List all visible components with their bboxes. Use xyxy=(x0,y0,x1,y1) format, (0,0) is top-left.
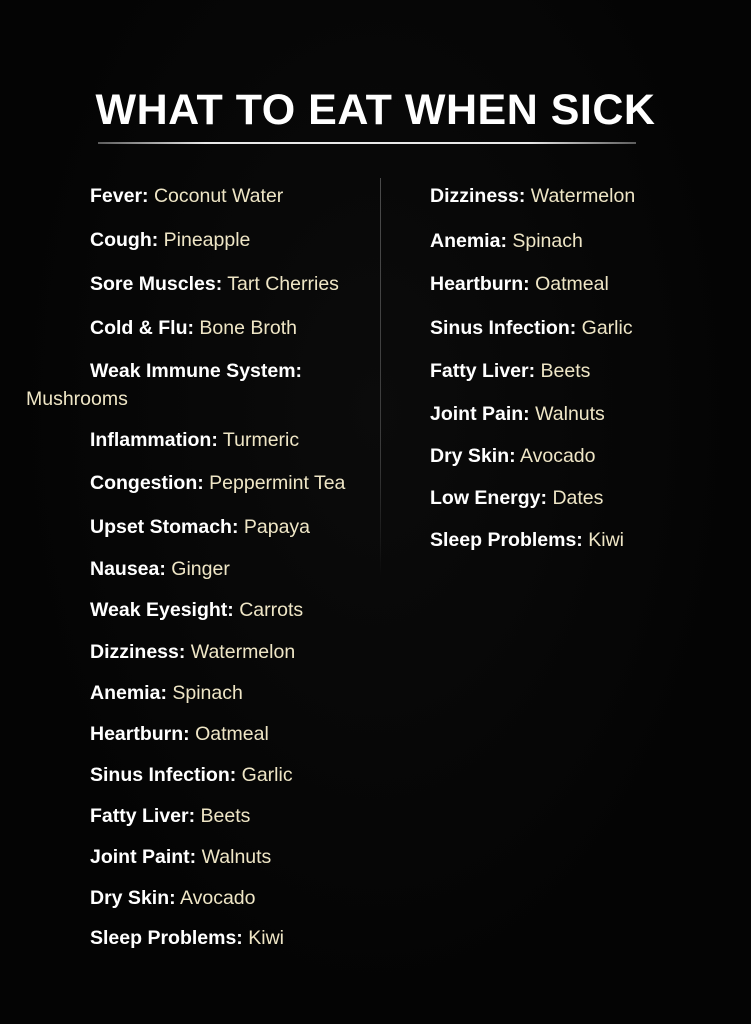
item-text xyxy=(90,428,299,452)
condition-label: Nausea: xyxy=(90,558,166,580)
item-text xyxy=(90,763,293,787)
food-label: Bone Broth xyxy=(199,317,297,339)
food-label: Turmeric xyxy=(222,429,300,451)
food-label: Walnuts xyxy=(535,403,605,425)
page-title: WHAT TO EAT WHEN SICK xyxy=(95,86,656,134)
condition-label: Fatty Liver: xyxy=(430,360,536,382)
item-text xyxy=(90,515,310,539)
food-label: Dates xyxy=(552,487,604,509)
item-text xyxy=(90,184,283,208)
item-text xyxy=(90,228,250,252)
food-label: Pineapple xyxy=(163,229,251,251)
food-label: Oatmeal xyxy=(535,273,609,295)
condition-label: Upset Stomach: xyxy=(90,516,239,538)
item-text xyxy=(90,316,297,340)
food-label: Watermelon xyxy=(530,185,636,207)
food-label: Spinach xyxy=(512,230,583,252)
title-underline xyxy=(98,142,636,144)
condition-label: Anemia: xyxy=(90,682,167,704)
item-text xyxy=(430,486,603,510)
item-text xyxy=(90,557,230,581)
item-text xyxy=(430,316,633,340)
food-label: Ginger xyxy=(171,558,230,580)
condition-label: Sore Muscles: xyxy=(90,273,223,295)
food-label: Garlic xyxy=(241,764,293,786)
condition-label: Sinus Infection: xyxy=(90,764,237,786)
food-label: Coconut Water xyxy=(153,185,284,207)
food-label: Peppermint Tea xyxy=(209,472,346,494)
column-divider xyxy=(380,178,381,576)
item-text xyxy=(90,681,243,705)
food-label: Spinach xyxy=(172,682,243,704)
condition-label: Heartburn: xyxy=(90,723,190,745)
food-label: Oatmeal xyxy=(195,723,269,745)
item-text xyxy=(430,528,624,552)
food-label: Watermelon xyxy=(190,641,296,663)
condition-label: Inflammation: xyxy=(90,429,218,451)
condition-label: Sinus Infection: xyxy=(430,317,577,339)
item-text xyxy=(90,471,345,495)
food-label: Avocado xyxy=(179,887,256,909)
food-label: Garlic xyxy=(581,317,633,339)
item-text xyxy=(90,804,250,828)
food-label: Avocado xyxy=(519,445,596,467)
item-text xyxy=(430,229,583,253)
item-text xyxy=(430,359,590,383)
condition-label: Cough: xyxy=(90,229,159,251)
condition-label: Joint Pain: xyxy=(430,403,530,425)
condition-label: Dry Skin: xyxy=(430,445,516,467)
condition-label: Cold & Flu: xyxy=(90,317,194,339)
food-label: Tart Cherries xyxy=(227,273,339,295)
condition-label: Heartburn: xyxy=(430,273,530,295)
food-label: Carrots xyxy=(239,599,304,621)
food-label: Kiwi xyxy=(248,927,284,949)
item-text xyxy=(90,926,284,950)
food-label: Walnuts xyxy=(201,846,272,868)
item-text xyxy=(90,886,256,910)
condition-label: Fever: xyxy=(90,185,149,207)
food-label: Papaya xyxy=(243,516,311,538)
item-text xyxy=(430,272,609,296)
condition-label: Anemia: xyxy=(430,230,507,252)
food-label: Mushrooms xyxy=(26,388,128,410)
condition-label: Congestion: xyxy=(90,472,204,494)
item-text xyxy=(430,184,635,208)
item-text xyxy=(90,598,303,622)
condition-label: Low Energy: xyxy=(430,487,548,509)
item-text xyxy=(90,359,302,383)
food-label: Beets xyxy=(540,360,591,382)
condition-label: Sleep Problems: xyxy=(430,529,583,551)
item-text xyxy=(90,640,295,664)
item-text xyxy=(430,444,596,468)
food-label: Beets xyxy=(200,805,251,827)
condition-label: Dizziness: xyxy=(430,185,526,207)
condition-label: Dry Skin: xyxy=(90,887,176,909)
food-label: Kiwi xyxy=(588,529,624,551)
item-text xyxy=(90,845,271,869)
condition-label: Weak Immune System: xyxy=(90,360,303,382)
condition-label: Weak Eyesight: xyxy=(90,599,234,621)
item-text xyxy=(430,402,605,426)
condition-label: Fatty Liver: xyxy=(90,805,196,827)
condition-label: Joint Paint: xyxy=(90,846,197,868)
condition-label: Dizziness: xyxy=(90,641,186,663)
item-text xyxy=(90,722,269,746)
item-text xyxy=(90,272,339,296)
condition-label: Sleep Problems: xyxy=(90,927,243,949)
